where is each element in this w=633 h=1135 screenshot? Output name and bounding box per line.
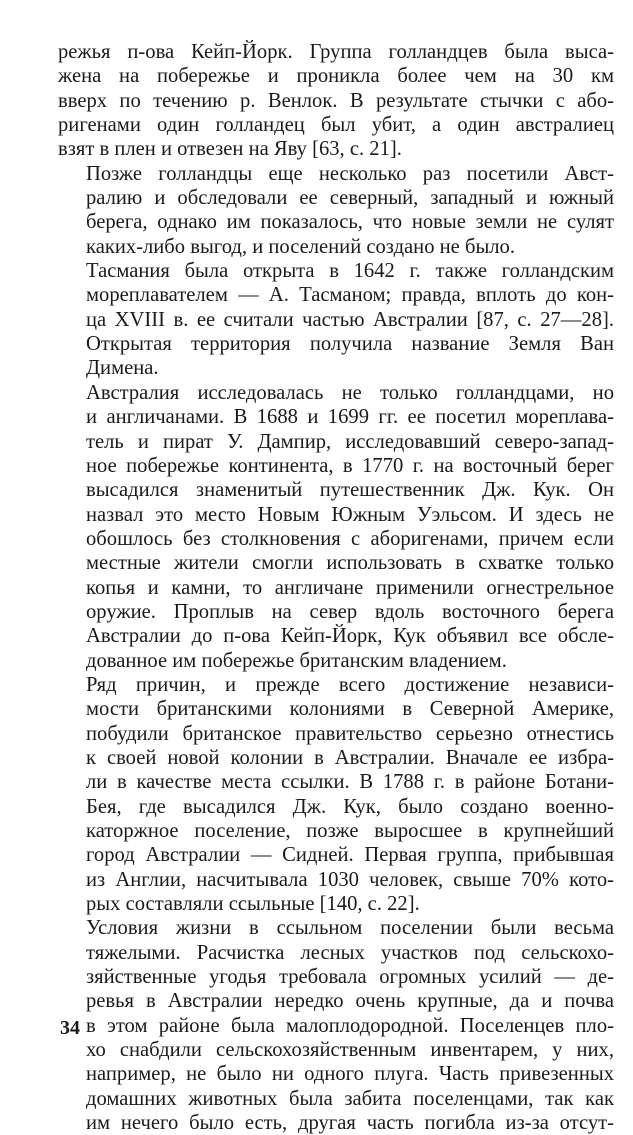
text-line: Позже голландцы еще несколько раз посетили Авст- <box>86 162 614 185</box>
text-line: тяжелыми. Расчистка лесных участков под сельскохо- <box>86 941 614 964</box>
text-line: рых составляли ссыльные [140, с. 22]. <box>86 893 420 916</box>
text-line: Ряд причин, и прежде всего достижение независи- <box>86 673 614 696</box>
text-line: например, не было ни одного плуга. Часть привезенных <box>86 1063 614 1086</box>
text-line: к своей новой колонии в Австралии. Вначале ее избра- <box>86 746 614 769</box>
text-line: из Англии, насчитывала 1030 человек, свыше 70% кото- <box>86 868 614 891</box>
text-line: ралию и обследовали ее северный, западный и южный <box>86 187 614 210</box>
text-line: ревья в Австралии нередко очень крупные, да и почва <box>86 990 614 1013</box>
text-line: побудили британское правительство серьезно отнестись <box>86 722 614 745</box>
text-line: Димена. <box>86 357 159 380</box>
page-number: 34 <box>60 1017 80 1039</box>
text-line: ли в качестве места ссылки. В 1788 г. в районе Ботани- <box>86 771 614 794</box>
text-line: в этом районе была малоплодородной. Поселенцев пло- <box>86 1014 614 1037</box>
paragraph <box>58 381 614 673</box>
text-line: назвал это место Новым Южным Уэльсом. И здесь не <box>86 503 614 526</box>
text-line: взят в плен и отвезен на Яву [63, с. 21]. <box>58 138 402 161</box>
paragraph <box>58 673 614 916</box>
text-line: обошлось без столкновения с аборигенами, причем если <box>86 527 614 550</box>
text-line: мореплавателем — А. Тасманом; правда, вплоть до кон- <box>86 284 614 307</box>
text-line: Бея, где высадился Дж. Кук, было создано военно- <box>86 795 614 818</box>
text-line: оружие. Проплыв на север вдоль восточного берега <box>86 600 614 623</box>
text-line: Открытая территория получила название Земля Ван <box>86 333 614 356</box>
text-line: местные жители смогли использовать в схватке только <box>86 552 614 575</box>
paragraph <box>58 916 614 1135</box>
text-line: Австралии до п-ова Кейп-Йорк, Кук объявил все обсле- <box>86 625 614 648</box>
text-line: зяйственные угодья требовала огромных усилий — де- <box>86 966 614 989</box>
text-line: ригенами один голландец был убит, а один австралиец <box>58 114 614 137</box>
text-line: Условия жизни в ссыльном поселении были весьма <box>86 917 614 940</box>
text-line: Австралия исследовалась не только голландцами, но <box>86 381 614 404</box>
text-line: жена на побережье и проникла более чем на 30 км <box>58 65 614 88</box>
text-line: ца XVIII в. ее считали частью Австралии [87, с. 27—28]. <box>86 308 614 331</box>
text-line: ное побережье континента, в 1770 г. на восточный берег <box>86 454 614 477</box>
text-line: берега, однако им показалось, что новые земли не сулят <box>86 211 614 234</box>
page-body <box>58 40 614 1135</box>
text-line: вверх по течению р. Венлок. В результате стычки с або- <box>58 89 614 112</box>
text-line: копья и камни, то англичане применили огнестрельное <box>86 576 614 599</box>
text-line: тель и пират У. Дампир, исследовавший северо-запад- <box>86 430 614 453</box>
paragraph <box>58 162 614 259</box>
text-line: Тасмания была открыта в 1642 г. также голландским <box>86 260 614 283</box>
text-line: мости британскими колониями в Северной Америке, <box>86 698 614 721</box>
text-line: и англичанами. В 1688 и 1699 гг. ее посетил мореплава- <box>86 406 614 429</box>
text-line: высадился знаменитый путешественник Дж. Кук. Он <box>86 479 614 502</box>
text-line: дованное им побережье британским владением. <box>86 649 507 672</box>
paragraph <box>58 259 614 381</box>
paragraph <box>58 40 614 162</box>
text-line: хо снабдили сельскохозяйственным инвентарем, у них, <box>86 1039 614 1062</box>
text-line: каторжное поселение, позже выросшее в крупнейший <box>86 820 614 842</box>
text-line: им нечего было есть, другая часть погибла из-за отсут- <box>86 1112 614 1135</box>
text-line: город Австралии — Сидней. Первая группа, прибывшая <box>86 844 614 867</box>
text-line: домашних животных была забита поселенцами, так как <box>86 1087 614 1110</box>
text-line: каких-либо выгод, и поселений создано не было. <box>86 235 515 258</box>
text-line: режья п-ова Кейп-Йорк. Группа голландцев была выса- <box>58 41 614 63</box>
